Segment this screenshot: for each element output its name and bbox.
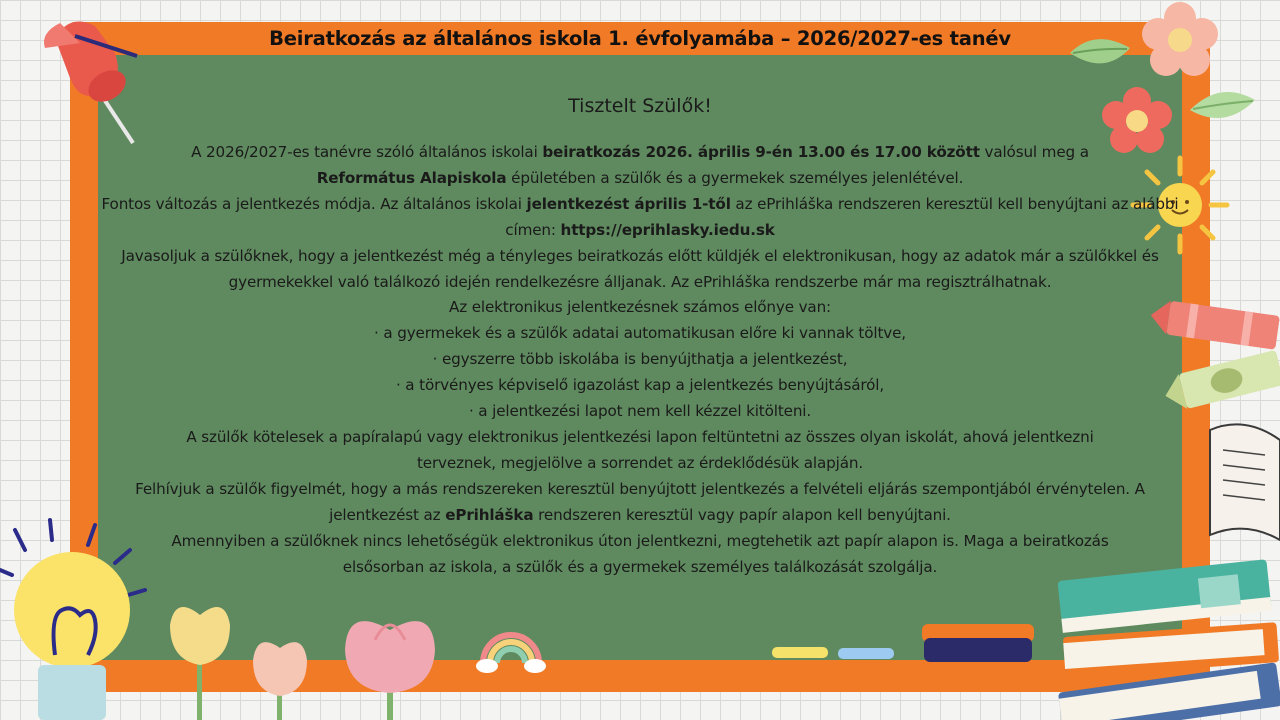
rainbow-icon [475, 618, 547, 676]
benefit-item: · a gyermekek és a szülők adatai automatikusan előre ki vannak töltve, [374, 324, 906, 343]
eprihlaska-name: ePrihláška [445, 505, 534, 524]
tulip-icon [335, 605, 445, 720]
paragraph-recommendation [80, 244, 1200, 296]
notice-content [80, 92, 1200, 580]
benefit-item: · a jelentkezési lapot nem kell kézzel kitölteni. [468, 402, 812, 421]
text: Amennyiben a szülőknek nincs lehetőségük elektronikus úton jelentkezni, megtehetik azt papír alapon is. Maga a beiratkozás elsősorban az iskola, a szülők és a gyermekek személyes találkozását szolgálja. [171, 531, 1109, 576]
benefit-item: · egyszerre több iskolába is benyújthatja a jelentkezést, [432, 350, 848, 369]
text: Javasoljuk a szülőknek, hogy a jelentkezést még a tényleges beiratkozás előtt küldjék el elektronikusan, hogy az adatok már a szülőkkel és gyermekekkel való találkozó idején rendelkezésre álljanak. Az ePrihláška rendszerbe már ma regisztrálhatnak. [121, 246, 1159, 291]
tulip-icon [160, 595, 240, 720]
chalk-icon [836, 646, 896, 662]
paragraph-benefits-intro: Az elektronikus jelentkezésnek számos előnye van: [448, 298, 832, 317]
page-title: Beiratkozás az általános iskola 1. évfolyamába – 2026/2027-es tanév [269, 27, 1011, 50]
tulip-icon [245, 630, 315, 720]
text: rendszeren keresztül vagy papír alapon kell benyújtani. [533, 505, 951, 524]
benefit-item: · a törvényes képviselő igazolást kap a jelentkezés benyújtásáról, [395, 376, 885, 395]
lightbulb-icon [0, 515, 165, 720]
paragraph-paper [80, 529, 1200, 581]
text: épületében a szülők és a gyermekek személyes jelenlétével. [506, 168, 964, 187]
eprihlasky-link[interactable]: https://eprihlasky.iedu.sk [560, 220, 775, 239]
push-pin-icon [35, 8, 140, 148]
paragraph-obligation [80, 425, 1200, 477]
text: Felhívjuk a szülők figyelmét, hogy a más rendszereken keresztül benyújtott jelentkezés a felvételi eljárás szempontjából érvénytelen. A jelentkezést az [135, 479, 1145, 524]
paragraph-enrollment [80, 140, 1200, 192]
school-name: Református Alapiskola [316, 168, 507, 187]
open-book-icon [1205, 410, 1280, 550]
enrollment-date: beiratkozás 2026. április 9-én 13.00 és 17.00 között [542, 143, 980, 161]
chalk-icon [770, 645, 830, 661]
text: valósul meg a [979, 143, 1089, 161]
book-stack-icon [1050, 540, 1280, 720]
text: A 2026/2027-es tanévre szóló általános iskolai [191, 143, 543, 161]
paragraph-application [80, 192, 1200, 244]
text: Fontos változás a jelentkezés módja. Az általános iskolai [101, 194, 527, 213]
greeting: Tisztelt Szülők! [568, 95, 712, 117]
eraser-icon [918, 620, 1040, 665]
text: A szülők kötelesek a papíralapú vagy elektronikus jelentkezési lapon feltüntetni az összes olyan iskolát, ahová jelentkezni terveznek, megjelölve a sorrendet az érdeklődésük alapján. [186, 427, 1094, 472]
paragraph-warning [80, 477, 1200, 529]
text: az ePrihláška rendszeren keresztül kell benyújtani az alábbi címen: [505, 194, 1179, 239]
application-date: jelentkezést április 1-től [526, 194, 731, 213]
